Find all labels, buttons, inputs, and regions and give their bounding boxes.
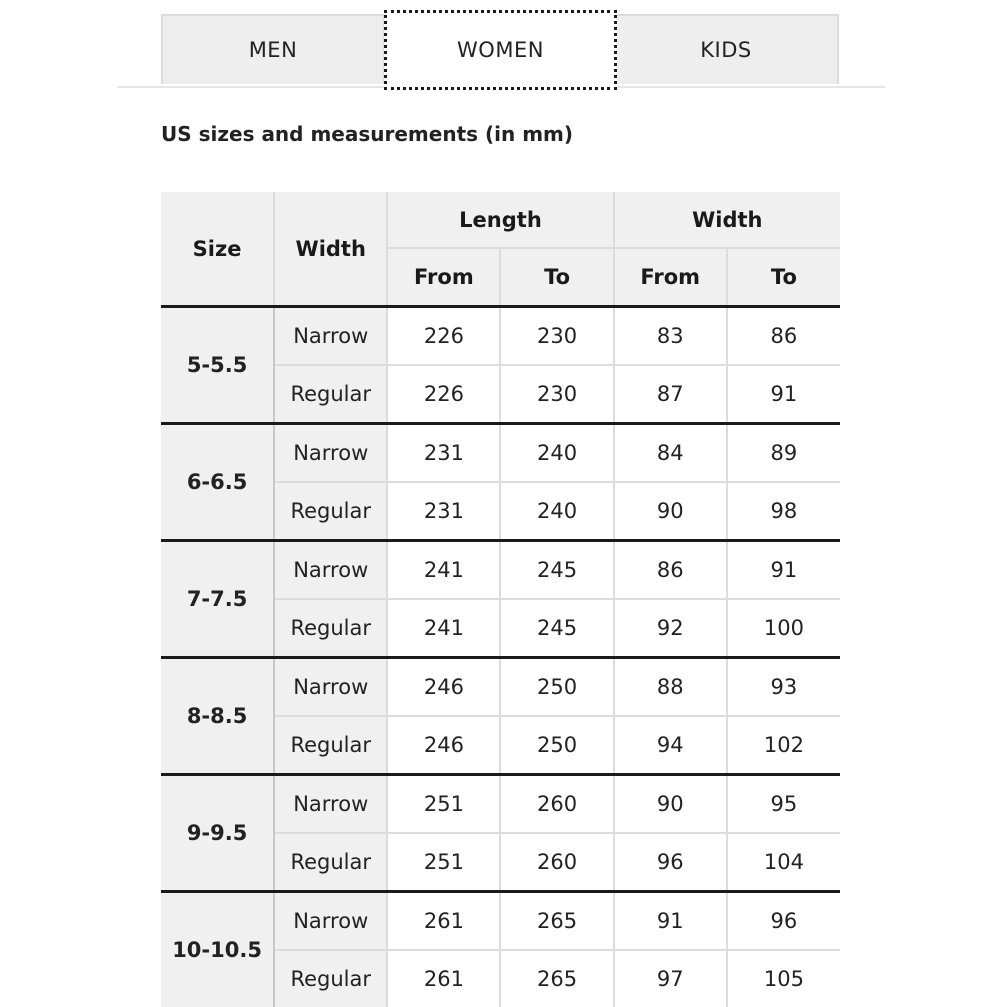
size-cell: 7-7.5 <box>161 541 274 658</box>
width-to-cell: 95 <box>727 775 840 834</box>
header-size: Size <box>161 192 274 307</box>
length-to-cell: 260 <box>500 833 613 892</box>
size-cell: 5-5.5 <box>161 307 274 424</box>
width-from-cell: 94 <box>614 716 727 775</box>
width-to-cell: 91 <box>727 365 840 424</box>
table-row <box>161 892 840 951</box>
width-to-cell: 86 <box>727 307 840 366</box>
tab-men[interactable]: MEN <box>161 14 385 84</box>
length-from-cell: 226 <box>387 307 500 366</box>
length-to-cell: 240 <box>500 482 613 541</box>
table-row <box>161 424 840 483</box>
width-from-cell: 96 <box>614 833 727 892</box>
size-table <box>161 192 840 1007</box>
width-type-cell: Regular <box>274 950 387 1007</box>
width-from-cell: 86 <box>614 541 727 600</box>
length-from-cell: 241 <box>387 541 500 600</box>
length-to-cell: 250 <box>500 716 613 775</box>
width-to-cell: 104 <box>727 833 840 892</box>
width-type-cell: Narrow <box>274 424 387 483</box>
length-from-cell: 261 <box>387 892 500 951</box>
length-to-cell: 265 <box>500 892 613 951</box>
width-to-cell: 102 <box>727 716 840 775</box>
width-from-cell: 92 <box>614 599 727 658</box>
width-type-cell: Narrow <box>274 892 387 951</box>
width-from-cell: 88 <box>614 658 727 717</box>
size-cell: 6-6.5 <box>161 424 274 541</box>
width-from-cell: 83 <box>614 307 727 366</box>
length-to-cell: 240 <box>500 424 613 483</box>
table-row <box>161 307 840 366</box>
table-row <box>161 658 840 717</box>
length-from-cell: 226 <box>387 365 500 424</box>
header-width: Width <box>274 192 387 307</box>
width-from-cell: 87 <box>614 365 727 424</box>
width-from-cell: 97 <box>614 950 727 1007</box>
size-cell: 8-8.5 <box>161 658 274 775</box>
size-cell: 10-10.5 <box>161 892 274 1007</box>
length-from-cell: 261 <box>387 950 500 1007</box>
header-length-from: From <box>387 248 500 307</box>
width-from-cell: 90 <box>614 775 727 834</box>
width-type-cell: Regular <box>274 599 387 658</box>
width-to-cell: 96 <box>727 892 840 951</box>
width-from-cell: 91 <box>614 892 727 951</box>
width-type-cell: Narrow <box>274 541 387 600</box>
size-cell: 9-9.5 <box>161 775 274 892</box>
width-type-cell: Regular <box>274 833 387 892</box>
header-width-group: Width <box>614 192 840 248</box>
width-to-cell: 105 <box>727 950 840 1007</box>
header-length-group: Length <box>387 192 613 248</box>
header-length-to: To <box>500 248 613 307</box>
width-to-cell: 100 <box>727 599 840 658</box>
length-from-cell: 251 <box>387 833 500 892</box>
length-to-cell: 260 <box>500 775 613 834</box>
length-to-cell: 245 <box>500 599 613 658</box>
tab-kids[interactable]: KIDS <box>613 14 839 84</box>
length-to-cell: 265 <box>500 950 613 1007</box>
width-type-cell: Narrow <box>274 307 387 366</box>
length-from-cell: 246 <box>387 716 500 775</box>
table-row <box>161 541 840 600</box>
length-to-cell: 230 <box>500 307 613 366</box>
length-from-cell: 251 <box>387 775 500 834</box>
width-to-cell: 91 <box>727 541 840 600</box>
width-from-cell: 90 <box>614 482 727 541</box>
length-from-cell: 231 <box>387 424 500 483</box>
width-type-cell: Narrow <box>274 775 387 834</box>
length-from-cell: 241 <box>387 599 500 658</box>
size-guide-subtitle: US sizes and measurements (in mm) <box>161 122 573 146</box>
table-row <box>161 775 840 834</box>
width-type-cell: Regular <box>274 365 387 424</box>
width-to-cell: 89 <box>727 424 840 483</box>
header-width-to: To <box>727 248 840 307</box>
gender-tabbar <box>117 0 885 88</box>
length-to-cell: 245 <box>500 541 613 600</box>
tab-women[interactable]: WOMEN <box>384 10 617 90</box>
width-type-cell: Regular <box>274 716 387 775</box>
header-width-from: From <box>614 248 727 307</box>
width-type-cell: Narrow <box>274 658 387 717</box>
length-from-cell: 231 <box>387 482 500 541</box>
length-to-cell: 250 <box>500 658 613 717</box>
width-to-cell: 98 <box>727 482 840 541</box>
length-from-cell: 246 <box>387 658 500 717</box>
length-to-cell: 230 <box>500 365 613 424</box>
width-to-cell: 93 <box>727 658 840 717</box>
size-guide-panel <box>117 0 885 1000</box>
width-from-cell: 84 <box>614 424 727 483</box>
width-type-cell: Regular <box>274 482 387 541</box>
